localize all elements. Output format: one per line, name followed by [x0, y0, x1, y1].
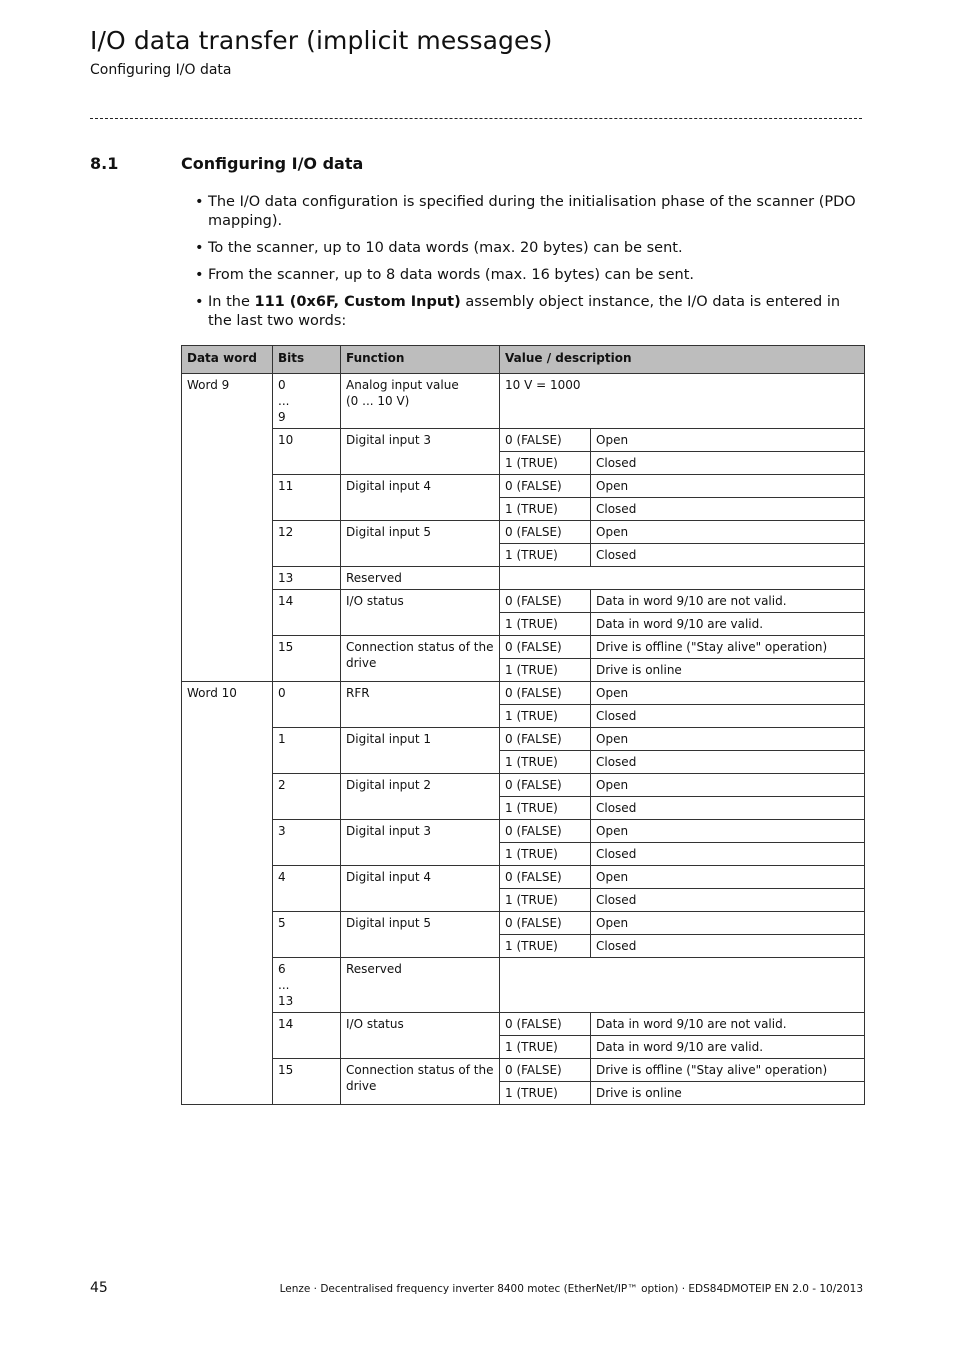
function-label: RFR [346, 686, 370, 700]
function-cell [341, 1013, 500, 1059]
bullet-text: From the scanner, up to 8 data words (max. 16 bytes) can be sent. [208, 267, 694, 283]
description-cell: Open [591, 521, 865, 544]
description-cell: Closed [591, 935, 865, 958]
bits-cell [273, 958, 341, 1013]
bit-label: 15 [278, 640, 294, 654]
function-label: Digital input 1 [346, 732, 432, 746]
function-cell [341, 866, 500, 912]
description-cell: Closed [591, 452, 865, 475]
value-cell: 1 (TRUE) [500, 797, 591, 820]
description-cell: Closed [591, 797, 865, 820]
description-cell: Open [591, 820, 865, 843]
function-label: (0 ... 10 V) [346, 394, 410, 408]
io-data-table [181, 345, 865, 1105]
description-cell: Drive is online [591, 1082, 865, 1105]
table-row [182, 374, 865, 429]
function-label: Digital input 4 [346, 479, 432, 493]
bits-cell [273, 1059, 341, 1105]
table-row [182, 567, 865, 590]
table-row [182, 475, 865, 498]
table-row [182, 682, 865, 705]
description-cell: Drive is online [591, 659, 865, 682]
description-cell: Closed [591, 544, 865, 567]
function-cell [341, 912, 500, 958]
table-row [182, 590, 865, 613]
description-cell: Open [591, 429, 865, 452]
description-cell: Open [591, 728, 865, 751]
function-label: Digital input 5 [346, 916, 432, 930]
page-title: I/O data transfer (implicit messages) [90, 26, 553, 55]
value-description-cell [500, 567, 865, 590]
table-row [182, 728, 865, 751]
bullet-dot-icon: • [195, 240, 204, 256]
value-cell: 1 (TRUE) [500, 1036, 591, 1059]
bullet-text: To the scanner, up to 10 data words (max. 20 bytes) can be sent. [208, 240, 683, 256]
function-cell [341, 636, 500, 682]
value-cell: 1 (TRUE) [500, 935, 591, 958]
value-cell: 1 (TRUE) [500, 843, 591, 866]
header-value-description: Value / description [500, 346, 865, 374]
bits-cell [273, 567, 341, 590]
header-bits: Bits [273, 346, 341, 374]
description-cell: Data in word 9/10 are not valid. [591, 590, 865, 613]
bullet-text-pre: In the [208, 294, 255, 310]
description-cell: Open [591, 475, 865, 498]
value-cell: 0 (FALSE) [500, 429, 591, 452]
header-data-word: Data word [182, 346, 273, 374]
bit-label: 6 [278, 962, 286, 976]
table-row [182, 958, 865, 1013]
bits-cell [273, 682, 341, 728]
function-label: I/O status [346, 594, 404, 608]
bit-label: 3 [278, 824, 286, 838]
bullet-dot-icon: • [195, 267, 204, 283]
description-cell: Closed [591, 498, 865, 521]
value-cell: 1 (TRUE) [500, 705, 591, 728]
table-header-row [182, 346, 865, 374]
value-cell: 0 (FALSE) [500, 475, 591, 498]
table-row [182, 1059, 865, 1082]
description-cell: Closed [591, 751, 865, 774]
function-label: Analog input value [346, 378, 459, 392]
description-cell: Data in word 9/10 are valid. [591, 613, 865, 636]
value-cell: 0 (FALSE) [500, 820, 591, 843]
description-cell: Closed [591, 705, 865, 728]
value-cell: 0 (FALSE) [500, 590, 591, 613]
value-cell: 0 (FALSE) [500, 912, 591, 935]
table-row [182, 429, 865, 452]
function-cell [341, 429, 500, 475]
bits-cell [273, 590, 341, 636]
description-cell: Data in word 9/10 are not valid. [591, 1013, 865, 1036]
function-cell [341, 682, 500, 728]
function-cell [341, 567, 500, 590]
bits-cell [273, 636, 341, 682]
header-function: Function [341, 346, 500, 374]
bullet-dot-icon: • [195, 294, 204, 310]
description-cell: Open [591, 866, 865, 889]
description-cell: Data in word 9/10 are valid. [591, 1036, 865, 1059]
bullet-text-post: assembly object instance, the I/O data is entered in the last two words: [208, 294, 841, 329]
description-cell: Closed [591, 889, 865, 912]
table-row [182, 636, 865, 659]
function-label: Connection status of the drive [346, 640, 494, 670]
table-row [182, 1013, 865, 1036]
value-cell: 1 (TRUE) [500, 613, 591, 636]
bits-cell [273, 429, 341, 475]
bit-label: 15 [278, 1063, 294, 1077]
bullet-text-bold: 111 (0x6F, Custom Input) [254, 294, 461, 310]
bits-cell [273, 475, 341, 521]
bits-cell [273, 866, 341, 912]
description-cell: Open [591, 912, 865, 935]
bullet-item [195, 293, 867, 331]
function-cell [341, 774, 500, 820]
value-cell: 0 (FALSE) [500, 682, 591, 705]
value-cell: 1 (TRUE) [500, 751, 591, 774]
description-cell: Open [591, 774, 865, 797]
bullet-dot-icon: • [195, 194, 204, 210]
table-row [182, 820, 865, 843]
function-cell [341, 374, 500, 429]
value-cell: 0 (FALSE) [500, 521, 591, 544]
bullet-text: The I/O data configuration is specified during the initialisation phase of the scanner (PDO mapping). [208, 194, 856, 229]
table-row [182, 866, 865, 889]
bit-label: 2 [278, 778, 286, 792]
value-description-cell [500, 958, 865, 1013]
bit-label: ... [278, 978, 290, 992]
bits-cell [273, 728, 341, 774]
description-cell: Drive is offline ("Stay alive" operation) [591, 1059, 865, 1082]
data-word-cell: Word 9 [182, 374, 273, 682]
section-number: 8.1 [90, 154, 119, 173]
function-label: Digital input 4 [346, 870, 432, 884]
bit-label: 13 [278, 571, 294, 585]
bits-cell [273, 1013, 341, 1059]
function-label: Digital input 2 [346, 778, 432, 792]
function-cell [341, 521, 500, 567]
function-label: Reserved [346, 962, 402, 976]
value-cell: 0 (FALSE) [500, 1013, 591, 1036]
description-cell: Open [591, 682, 865, 705]
page-subtitle: Configuring I/O data [90, 62, 232, 78]
table-row [182, 912, 865, 935]
bits-cell [273, 912, 341, 958]
bit-label: 14 [278, 1017, 294, 1031]
bits-cell [273, 820, 341, 866]
section-title: Configuring I/O data [181, 154, 364, 173]
bit-label: 12 [278, 525, 294, 539]
bit-label: 5 [278, 916, 286, 930]
function-label: Digital input 3 [346, 824, 432, 838]
bit-label: 11 [278, 479, 294, 493]
bit-label: ... [278, 394, 290, 408]
table-row [182, 774, 865, 797]
function-cell [341, 728, 500, 774]
bit-label: 13 [278, 994, 294, 1008]
bits-cell [273, 774, 341, 820]
bit-label: 4 [278, 870, 286, 884]
bit-label: 14 [278, 594, 294, 608]
bullet-item [195, 193, 867, 231]
function-cell [341, 958, 500, 1013]
bullet-list [195, 193, 867, 339]
bullet-item [195, 266, 867, 285]
description-cell: Closed [591, 843, 865, 866]
function-cell [341, 590, 500, 636]
value-cell: 1 (TRUE) [500, 452, 591, 475]
value-cell: 0 (FALSE) [500, 1059, 591, 1082]
function-label: Connection status of the drive [346, 1063, 494, 1093]
function-cell [341, 475, 500, 521]
function-cell [341, 820, 500, 866]
bits-cell [273, 521, 341, 567]
value-cell: 1 (TRUE) [500, 889, 591, 912]
value-description-cell: 10 V = 1000 [500, 374, 865, 429]
bits-cell [273, 374, 341, 429]
table-row [182, 521, 865, 544]
bit-label: 10 [278, 433, 294, 447]
function-label: Digital input 3 [346, 433, 432, 447]
bit-label: 1 [278, 732, 286, 746]
footer-document-info: Lenze · Decentralised frequency inverter 8400 motec (EtherNet/IP™ option) · EDS84DMOTEIP EN 2.0 - 10/2013 [279, 1283, 863, 1295]
function-label: Digital input 5 [346, 525, 432, 539]
value-cell: 0 (FALSE) [500, 636, 591, 659]
value-cell: 1 (TRUE) [500, 498, 591, 521]
value-cell: 1 (TRUE) [500, 544, 591, 567]
bullet-item [195, 239, 867, 258]
header-separator [90, 118, 862, 119]
function-cell [341, 1059, 500, 1105]
value-cell: 1 (TRUE) [500, 1082, 591, 1105]
bit-label: 9 [278, 410, 286, 424]
bit-label: 0 [278, 686, 286, 700]
page-number: 45 [90, 1280, 108, 1296]
value-cell: 0 (FALSE) [500, 866, 591, 889]
description-cell: Drive is offline ("Stay alive" operation) [591, 636, 865, 659]
value-cell: 0 (FALSE) [500, 774, 591, 797]
function-label: Reserved [346, 571, 402, 585]
value-cell: 1 (TRUE) [500, 659, 591, 682]
bit-label: 0 [278, 378, 286, 392]
value-cell: 0 (FALSE) [500, 728, 591, 751]
function-label: I/O status [346, 1017, 404, 1031]
data-word-cell: Word 10 [182, 682, 273, 1105]
